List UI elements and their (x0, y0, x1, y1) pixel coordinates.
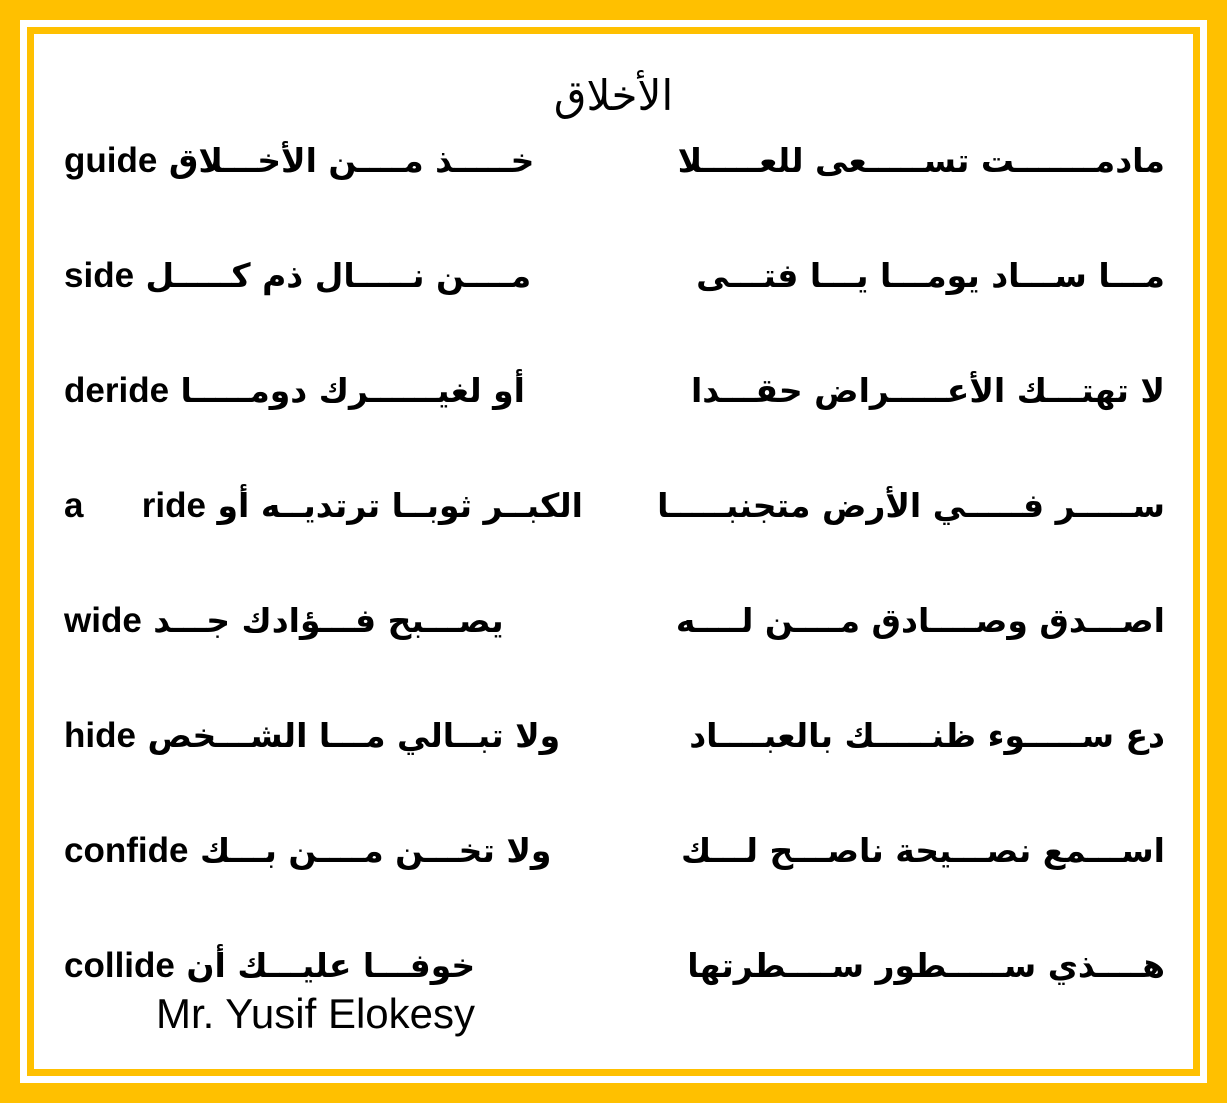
verse-second-text: مــــن نـــــال ذم كـــــل (145, 256, 532, 295)
verse-rhyme-word: side (64, 256, 135, 295)
verse-first-half: مـــا ســـاد يومـــا يـــا فتـــى (696, 256, 1165, 295)
verse-first-half: ســـــر فـــــي الأرض متجنبـــــا (657, 486, 1165, 525)
verse-first-half: اســـمع نصـــيحة ناصـــح لـــك (681, 831, 1165, 870)
verse-second-half (64, 246, 579, 306)
verse-second-half (64, 591, 579, 651)
verse-row (34, 476, 1193, 536)
verse-rhyme-word: guide (64, 141, 158, 180)
verse-first-half: اصـــدق وصــــادق مــــن لــــه (675, 601, 1165, 640)
verse-row (34, 591, 1193, 651)
verse-row (34, 361, 1193, 421)
verse-second-half (64, 361, 579, 421)
verse-rhyme-word: collide (64, 946, 175, 985)
verse-rhyme-word: wide (64, 601, 142, 640)
verse-second-text: الكبــر ثوبــا ترتديــه أو (217, 486, 583, 525)
verse-second-text: ولا تخـــن مــــن بـــك (199, 831, 552, 870)
verse-first-half: لا تهتـــك الأعـــــراض حقـــدا (690, 371, 1165, 410)
verse-rhyme-word: deride (64, 371, 170, 410)
verse-second-half (64, 476, 583, 536)
verse-second-text: أو لغيــــــرك دومـــــا (180, 371, 525, 410)
verse-first-half: هــــذي ســـــطور ســــطرتها (687, 946, 1165, 985)
verse-rhyme-word: confide (64, 831, 189, 870)
verse-first-half: دع ســـــوء ظنـــــك بالعبــــاد (689, 716, 1165, 755)
verse-row (34, 821, 1193, 881)
verse-second-half (64, 131, 579, 191)
verse-row (34, 246, 1193, 306)
poem-page (34, 34, 1193, 1069)
verse-second-text: خـــــذ مــــن الأخـــلاق (168, 141, 535, 180)
verse-row (34, 131, 1193, 191)
verse-second-half (64, 821, 579, 881)
verse-row (34, 706, 1193, 766)
poem-title: الأخلاق (553, 71, 674, 120)
verse-rhyme-word: hide (64, 716, 136, 755)
author-signature: Mr. Yusif Elokesy (156, 990, 476, 1037)
verse-second-text: يصـــبح فـــؤادك جـــد (153, 601, 504, 640)
verse-first-half: مادمـــــــت تســـــعى للعـــــلا (677, 141, 1165, 180)
verse-second-text: ولا تبــالي مـــا الشـــخص (147, 716, 561, 755)
verse-second-half (64, 706, 579, 766)
verse-second-text: خوفـــا عليـــك أن (186, 946, 476, 985)
verse-rhyme-word: a ride (64, 486, 206, 525)
